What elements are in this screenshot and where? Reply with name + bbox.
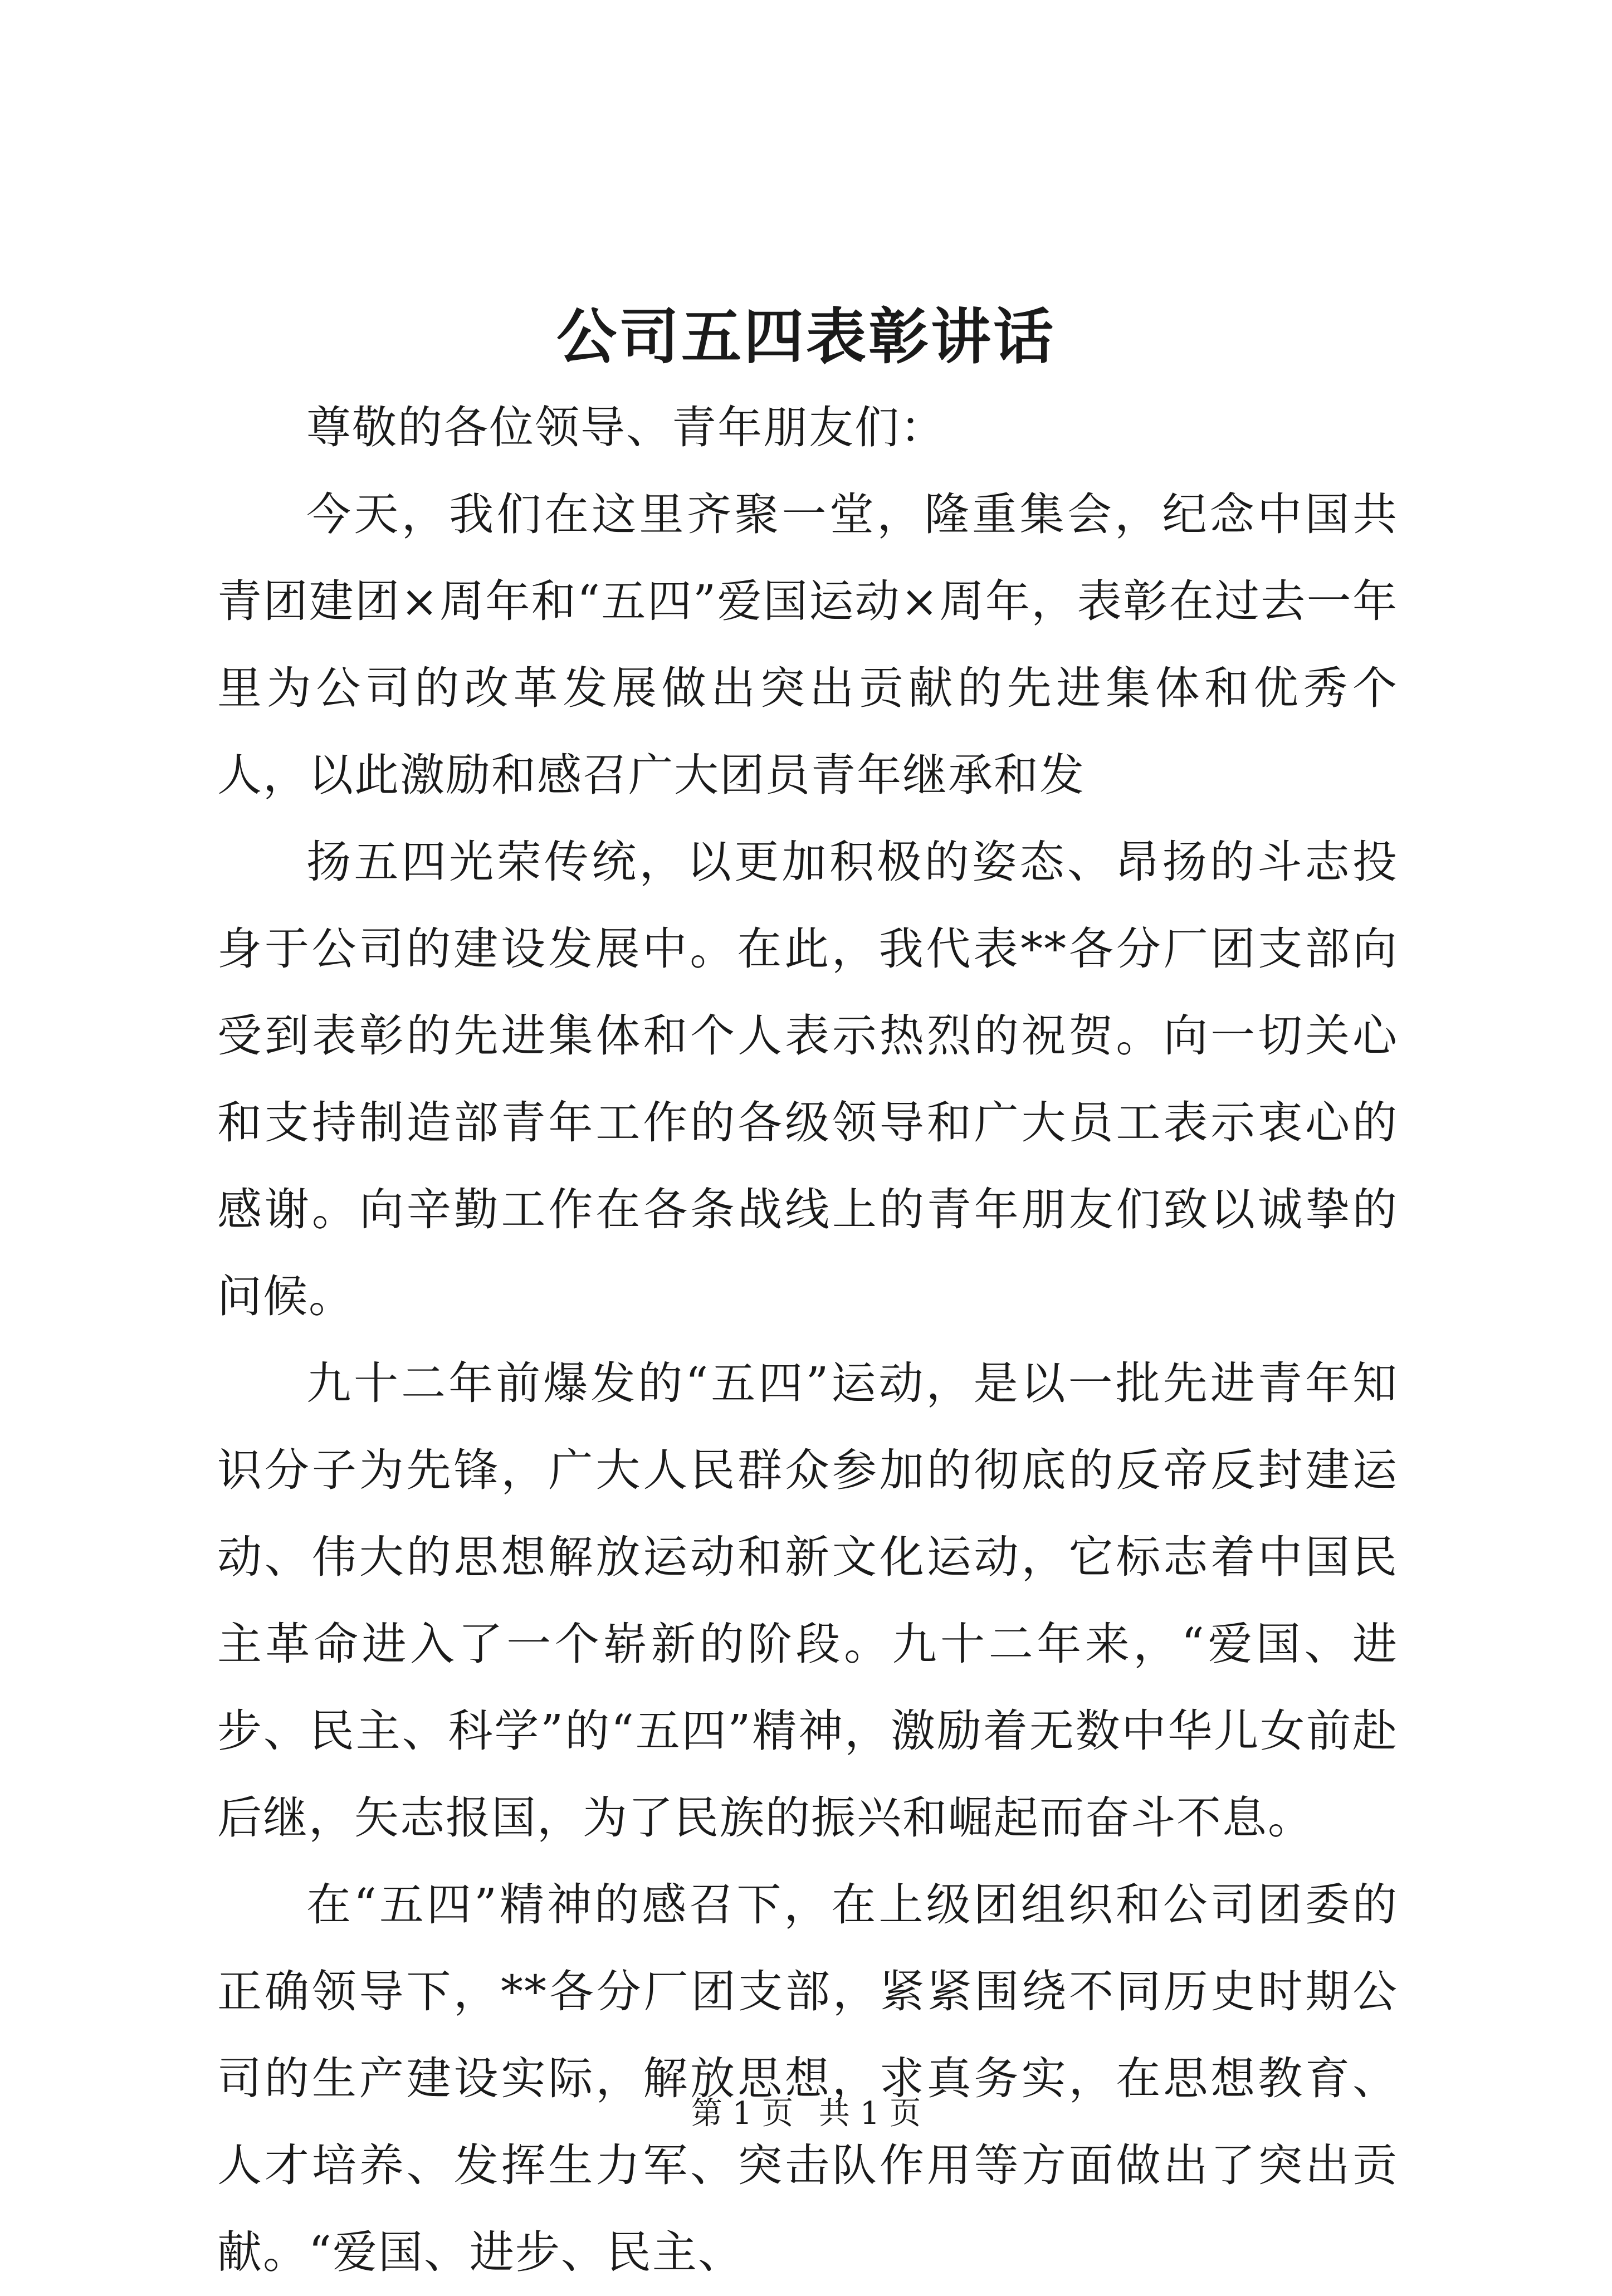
body-paragraph: 今天，我们在这里齐聚一堂，隆重集会，纪念中国共青团建团×周年和“五四”爱国运动×周年，表彰在过去一年里为公司的改革发展做出突出贡献的先进集体和优秀个人，以此激励和感召广大团员青年继承和发 bbox=[217, 488, 1398, 801]
document-title: 公司五四表彰讲话 bbox=[556, 302, 1056, 372]
total-pages: 共 1 页 bbox=[818, 2095, 921, 2132]
document-body bbox=[217, 384, 1398, 2296]
page-footer bbox=[0, 2092, 1612, 2136]
body-paragraph: 扬五四光荣传统，以更加积极的姿态、昂扬的斗志投身于公司的建设发展中。在此，我代表**各分厂团支部向受到表彰的先进集体和个人表示热烈的祝贺。向一切关心和支持制造部青年工作的各级领导和广大员工表示衷心的感谢。向辛勤工作在各条战线上的青年朋友们致以诚挚的问候。 bbox=[217, 836, 1398, 1322]
page-number: 第 1 页 bbox=[691, 2095, 794, 2132]
salutation-paragraph: 尊敬的各位领导、青年朋友们： bbox=[306, 402, 946, 453]
body-paragraph: 在“五四”精神的感召下，在上级团组织和公司团委的正确领导下，**各分厂团支部，紧紧围绕不同历史时期公司的生产建设实际，解放思想，求真务实，在思想教育、人才培养、发挥生力军、突击队作用等方面做出了突出贡献。“爱国、进步、民主、 bbox=[217, 1879, 1398, 2278]
body-paragraph: 九十二年前爆发的“五四”运动，是以一批先进青年知识分子为先锋，广大人民群众参加的彻底的反帝反封建运动、伟大的思想解放运动和新文化运动，它标志着中国民主革命进入了一个崭新的阶段。九十二年来，“爱国、进步、民主、科学”的“五四”精神，激励着无数中华儿女前赴后继，矢志报国，为了民族的振兴和崛起而奋斗不息。 bbox=[217, 1357, 1398, 1844]
